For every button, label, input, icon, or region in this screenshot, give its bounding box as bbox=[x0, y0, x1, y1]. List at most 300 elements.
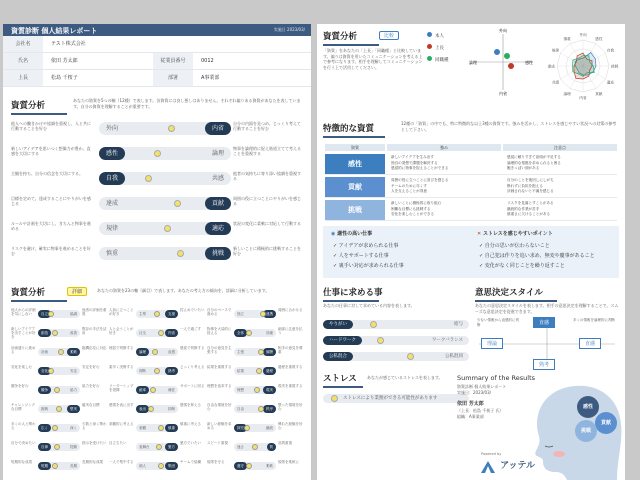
detail-left-desc: 楽観的に考える bbox=[109, 422, 134, 426]
detail-left-desc: 自分のペースで進める bbox=[207, 308, 232, 316]
section-title-decision: 意思決定スタイル bbox=[475, 288, 543, 298]
detail-cell bbox=[109, 439, 206, 455]
detail-pill bbox=[136, 405, 178, 413]
summary-name: 依田 芳太郎 bbox=[457, 401, 484, 407]
detail-left-label: 広く bbox=[38, 424, 51, 432]
work-bar bbox=[323, 352, 469, 361]
detail-marker bbox=[52, 463, 58, 469]
head-tag-1: 感性 bbox=[577, 396, 599, 418]
summary-title: Summary of the Results bbox=[457, 374, 536, 382]
emp-label: 従業員番号 bbox=[153, 53, 193, 69]
trait-strengths bbox=[391, 155, 501, 173]
strength-item: 人を支えることが得意 bbox=[391, 189, 427, 193]
detail-left-desc: 自由な環境を好む bbox=[207, 403, 232, 411]
stress-meter bbox=[323, 394, 469, 403]
detail-row bbox=[11, 420, 303, 436]
detail-marker bbox=[48, 311, 54, 317]
detail-right-desc: 現実を重視する bbox=[278, 384, 303, 388]
work-marker bbox=[407, 353, 414, 360]
detail-right-desc: 他者の評価を重視 bbox=[82, 308, 107, 316]
radar-label: 貢献 bbox=[595, 91, 603, 96]
legend-item bbox=[427, 44, 444, 51]
detail-pill bbox=[136, 310, 178, 318]
info-row-company bbox=[3, 36, 311, 53]
axis-right-label: 貢献 bbox=[205, 197, 231, 210]
decision-box-left: 理論 bbox=[481, 338, 503, 349]
cross-icon: ✕ bbox=[477, 231, 482, 237]
detail-right-label: 協力 bbox=[70, 388, 77, 392]
detail-left-label: 統率 bbox=[136, 386, 149, 394]
quad-top-label: 外向 bbox=[499, 28, 507, 33]
detail-right-label: 柔軟 bbox=[67, 348, 80, 356]
axis-left-desc: 目標を定めて、達成することにやりがいを感じる bbox=[11, 196, 91, 206]
axis-right-label: 内省 bbox=[205, 122, 231, 135]
detail-left-desc: 競争を好む bbox=[11, 384, 29, 388]
report-title: 資質診断 個人結果レポート bbox=[11, 27, 98, 35]
work-description: あなたの仕事に対して求めている内容を表します。 bbox=[323, 303, 415, 308]
detail-pill bbox=[234, 329, 276, 337]
detail-right-label: 直感 bbox=[168, 350, 175, 354]
trait-name: 感性 bbox=[325, 154, 385, 174]
detail-marker bbox=[58, 349, 64, 355]
legend-item bbox=[427, 32, 444, 39]
detail-cell bbox=[207, 306, 304, 322]
detail-pill bbox=[136, 462, 178, 470]
detail-left-label: 独立 bbox=[237, 312, 244, 316]
radar-label: 達成 bbox=[547, 64, 555, 69]
detail-marker bbox=[150, 387, 156, 393]
quadrant-chart bbox=[467, 28, 539, 96]
detail-left-desc: チャレンジングな目標 bbox=[11, 403, 36, 411]
axis-left-desc: 主観を持ち、自分の信念を大切にする。 bbox=[11, 171, 83, 176]
detail-left-label: 即断 bbox=[139, 369, 146, 373]
work-left-label: 公私混合 bbox=[323, 352, 353, 361]
brand-logo bbox=[481, 458, 535, 477]
detail-marker bbox=[158, 425, 164, 431]
work-bar bbox=[323, 320, 469, 329]
detail-right-desc: 既存の手法を活用 bbox=[82, 327, 107, 335]
strength-item: 困難な目標にも挑戦する bbox=[391, 206, 431, 211]
detail-right-desc: 相手の意見を尊重 bbox=[278, 346, 303, 354]
strength-item: チームのために尽くす bbox=[391, 183, 427, 188]
name-label: 氏名 bbox=[3, 53, 43, 69]
detail-right-label: 深く bbox=[70, 426, 77, 430]
trait-cautions bbox=[507, 201, 617, 219]
detail-left-label: 表舞台 bbox=[139, 445, 150, 449]
detail-pill bbox=[38, 310, 80, 318]
detail-right-label: 熟考 bbox=[165, 367, 178, 375]
caution-item: 飽きっぽい面がある bbox=[507, 166, 540, 170]
radar-label: 内省 bbox=[579, 96, 587, 101]
detail-pill bbox=[234, 424, 276, 432]
detail-left-desc: 他人からの評価を気にしない bbox=[11, 308, 36, 316]
detail-cell bbox=[207, 458, 304, 474]
decision-box-right: 直感 bbox=[579, 338, 601, 349]
detail-left-desc: 新しい経験を求める bbox=[207, 422, 232, 430]
trait-strengths bbox=[391, 201, 501, 219]
brand-name: アッテル bbox=[500, 461, 536, 471]
trait-table-header bbox=[325, 144, 617, 151]
detail-left-desc: 自分の意見を主張する bbox=[207, 346, 232, 354]
head-tag-3: 挑戦 bbox=[575, 420, 597, 442]
detail-marker bbox=[56, 406, 62, 412]
detail-pill bbox=[234, 462, 276, 470]
detail-right-label: 詳細 bbox=[266, 331, 273, 335]
axis-left-desc: 新しいアイデアを思いつく想像力が豊か。直感を大切にする bbox=[11, 146, 91, 156]
detail-marker bbox=[154, 311, 160, 317]
detail-cell bbox=[11, 325, 108, 341]
strength-item: 新しいアイデアを生み出す bbox=[391, 155, 434, 159]
trait-name: 挑戦 bbox=[325, 200, 385, 220]
detail-left-label: 探究 bbox=[234, 424, 247, 432]
axis-right-label: 挑戦 bbox=[205, 247, 231, 260]
detail-pill bbox=[136, 348, 178, 356]
detail-pill bbox=[136, 424, 178, 432]
detail-marker bbox=[246, 463, 252, 469]
legend-icon bbox=[427, 44, 432, 49]
detail-left-label: 主張 bbox=[237, 350, 244, 354]
detail-row bbox=[11, 306, 303, 322]
axis-pill bbox=[99, 147, 231, 160]
detail-right-desc: 控えめでいたい bbox=[180, 308, 205, 312]
detail-left-label: 自立 bbox=[38, 310, 51, 318]
detail-right-desc: 感覚で判断する bbox=[180, 346, 205, 350]
detail-right-desc: 整った環境を好む bbox=[278, 403, 303, 411]
trait-row bbox=[325, 199, 617, 221]
detail-left-desc: 短期的な成果 bbox=[11, 460, 32, 464]
trait-row bbox=[325, 176, 617, 198]
axis-pill bbox=[99, 122, 231, 135]
axis-pill bbox=[99, 197, 231, 210]
quad-bottom-label: 内省 bbox=[499, 91, 507, 96]
col-caution: 注意点 bbox=[503, 144, 617, 151]
detail-left-desc: 理屈で判断する bbox=[109, 346, 134, 350]
detail-marker bbox=[256, 368, 262, 374]
stress-point-title: ✕ ストレスを感じやすいポイント bbox=[477, 231, 553, 237]
detail-right-label: 傾聴 bbox=[263, 348, 276, 356]
detail-right-label: 裏方 bbox=[165, 443, 178, 451]
detail-left-label: 論理 bbox=[136, 348, 149, 356]
axis-right-desc: 状況の変化に柔軟に対応して行動する bbox=[233, 221, 301, 226]
detail-left-desc: 結果を重視する bbox=[207, 365, 232, 369]
good-job-item: ✓ 人をサポートする仕事 bbox=[333, 253, 389, 259]
detail-right-label: 補佐 bbox=[168, 388, 175, 392]
legend-icon bbox=[427, 56, 432, 61]
axis-row bbox=[11, 220, 303, 238]
detail-marker bbox=[156, 444, 162, 450]
detail-pill bbox=[234, 310, 276, 318]
powered-by: Powered by bbox=[481, 452, 502, 456]
axis-marker bbox=[174, 200, 181, 207]
detail-right-label: 協調 bbox=[70, 312, 77, 316]
detail-marker bbox=[148, 406, 154, 412]
detail-marker bbox=[246, 330, 252, 336]
characteristic-description: 12種の「資質」の中でも、特に特徴的な以上3種の資質です。強みを活かし、ストレスを感じやすい状況への対策の参考として下さい。 bbox=[401, 121, 617, 132]
detail-row bbox=[11, 439, 303, 455]
detail-marker bbox=[158, 463, 164, 469]
good-job-text: 裏手い対応が求められる仕事 bbox=[338, 263, 404, 269]
detail-right-desc: 少数と深く関わる bbox=[82, 422, 107, 430]
detail-cell bbox=[109, 420, 206, 436]
detail-right-desc: 確実な目標 bbox=[82, 403, 100, 407]
detail-cell bbox=[11, 344, 108, 360]
section-underline bbox=[323, 386, 363, 388]
detail-left-desc: 新しいアイデアを出すことが好き bbox=[11, 327, 36, 339]
work-right-label: 公私混同 bbox=[445, 354, 463, 359]
caution-item: 評価されないと不満を感じる bbox=[507, 189, 554, 193]
axis-left-desc: 他人への働きかけや協調を重視し、人と共に行動することを好む bbox=[11, 121, 91, 131]
dept-value: A事業部 bbox=[201, 75, 220, 81]
axis-left-label: 外向 bbox=[106, 125, 119, 132]
detail-right-label: 従順 bbox=[70, 445, 77, 449]
legend-icon bbox=[427, 32, 432, 37]
detail-marker bbox=[158, 330, 164, 336]
detail-pill bbox=[38, 367, 80, 375]
detail-right-label: 秩序 bbox=[263, 405, 276, 413]
caution-item: 慎重さに欠けることがある bbox=[507, 212, 551, 216]
detail-right-desc: 感情を抑える bbox=[180, 403, 201, 407]
detail-right-desc: 臨機応変に対応 bbox=[82, 346, 107, 350]
decision-box-top: 直感 bbox=[533, 317, 555, 328]
legend-label: 同職種 bbox=[435, 58, 449, 63]
detail-left-desc: スピード重視 bbox=[207, 441, 228, 445]
radar-label: 慎重 bbox=[563, 37, 571, 42]
section-underline bbox=[11, 113, 67, 115]
brand-logo-icon bbox=[481, 461, 495, 473]
legend-label: 本人 bbox=[435, 34, 444, 39]
detail-left-label: 主導 bbox=[139, 312, 146, 316]
detail-left-desc: 感情を表に出す bbox=[109, 403, 134, 407]
work-left-label: ハードワーク bbox=[323, 336, 362, 345]
good-job-item: ✓ 裏手い対応が求められる仕事 bbox=[333, 263, 404, 269]
legend-item bbox=[427, 56, 449, 63]
info-row-boss bbox=[3, 70, 311, 87]
detail-cell bbox=[109, 344, 206, 360]
detail-right-label: 連携 bbox=[263, 310, 276, 318]
detail-right-label: 堅実 bbox=[67, 405, 80, 413]
detail-row bbox=[11, 344, 303, 360]
detail-pill bbox=[38, 329, 80, 337]
detail-cell bbox=[109, 363, 206, 379]
detail-cell bbox=[207, 344, 304, 360]
caution-item: 感覚に頼りすぎて説明が不足する bbox=[507, 155, 561, 159]
detail-right-desc: 慣れた経験を好む bbox=[278, 422, 303, 430]
radar-label: 外向 bbox=[579, 32, 587, 37]
detail-right-desc: 品質重視 bbox=[278, 441, 292, 445]
detail-pill bbox=[136, 443, 178, 451]
axis-pill bbox=[99, 247, 231, 260]
detail-left-label: 計画 bbox=[41, 350, 48, 354]
stress-point-text: 自分の思いが伝わらないこと bbox=[484, 243, 550, 249]
detail-pill bbox=[38, 348, 80, 356]
detail-pill bbox=[38, 443, 80, 451]
detail-cell bbox=[207, 363, 304, 379]
dept-label: 部署 bbox=[153, 70, 193, 86]
detail-cell bbox=[11, 439, 108, 455]
report-page-1 bbox=[3, 24, 311, 480]
detail-cell bbox=[207, 439, 304, 455]
detail-right-label: 安定 bbox=[70, 369, 77, 373]
axis-pill bbox=[99, 172, 231, 185]
summary-subtitle: 資質診断 個人結果レポート 実施日：2023/03/ bbox=[457, 384, 507, 395]
detail-left-desc: 計画通りに進める bbox=[11, 346, 36, 354]
detail-right-label: 現実 bbox=[263, 386, 276, 394]
stress-point-item: ✓ 自己犯は作りを追い求め、無変や慶事があること bbox=[479, 253, 595, 259]
axis-row bbox=[11, 170, 303, 188]
detail-right-label: 改善 bbox=[70, 331, 77, 335]
section-underline bbox=[11, 300, 67, 302]
company-value: テスト株式会社 bbox=[51, 41, 86, 47]
detail-row bbox=[11, 382, 303, 398]
axis-right-desc: 他者の気持ちに寄り添い協調を重視する bbox=[233, 171, 301, 181]
axis-left-label: 規律 bbox=[106, 225, 119, 232]
work-marker bbox=[370, 321, 377, 328]
axis-left-label: 自我 bbox=[99, 172, 125, 185]
detail-pill bbox=[234, 386, 276, 394]
report-header-bar bbox=[3, 24, 311, 36]
axis-marker bbox=[164, 225, 171, 232]
detail-right-desc: 協力を好む bbox=[82, 384, 100, 388]
detail-pill bbox=[234, 348, 276, 356]
axis-right-desc: 周囲の役に立つことにやりがいを感じる bbox=[233, 196, 301, 206]
detail-right-desc: 規則を柔軟に bbox=[278, 460, 299, 464]
detail-marker bbox=[54, 387, 60, 393]
detail-left-label: 全体 bbox=[234, 329, 247, 337]
detail-pill bbox=[234, 405, 276, 413]
info-row-name bbox=[3, 53, 311, 70]
detail-left-desc: 多くの人と関わる bbox=[11, 422, 36, 430]
detail-right-label: 長期 bbox=[70, 464, 77, 468]
work-bar bbox=[323, 336, 469, 345]
trait-strengths bbox=[391, 178, 501, 196]
detail-left-label: 社交 bbox=[139, 331, 146, 335]
detail-marker bbox=[152, 349, 158, 355]
caution-item: 継続的な作業が苦手 bbox=[507, 206, 540, 211]
detail-right-label: 抑制 bbox=[168, 407, 175, 411]
detail-left-desc: 自分で決めたい bbox=[11, 441, 36, 445]
axis-right-desc: 自分の内面を見つめ、じっくり考えて行動することを好む bbox=[233, 121, 301, 131]
detail-left-label: 楽観 bbox=[139, 426, 146, 430]
axis-left-label: 慎重 bbox=[106, 250, 119, 257]
work-right-label: 給与 bbox=[454, 322, 463, 327]
quad-right-label: 感性 bbox=[525, 60, 533, 65]
axis-row bbox=[11, 120, 303, 138]
company-label: 会社名 bbox=[3, 36, 43, 52]
detail-left-desc: 一人で集中する bbox=[109, 460, 134, 464]
section-underline bbox=[323, 136, 385, 138]
detail-cell bbox=[109, 458, 206, 474]
section-description: あなたの資質を5つの軸（12種）で表します。各資質には良し悪しはありません。それぞれ偏りある資質があなたを表しています。自分の資質を理解することが重要です。 bbox=[73, 98, 301, 109]
detail-left-label: 速さ bbox=[237, 445, 244, 449]
detail-right-label: 継続 bbox=[266, 426, 273, 430]
axis-marker bbox=[177, 250, 184, 257]
detail-cell bbox=[11, 420, 108, 436]
detail-marker bbox=[254, 387, 260, 393]
section-underline bbox=[323, 300, 379, 302]
strength-item: 周囲の役に立つことに喜びを感じる bbox=[391, 178, 449, 182]
detail-cell bbox=[207, 382, 304, 398]
detail-marker bbox=[54, 444, 60, 450]
decision-left-desc: 少ない情報から直感的に判断 bbox=[477, 318, 519, 327]
detail-cell bbox=[109, 401, 206, 417]
axis-left-label: 感性 bbox=[99, 147, 125, 160]
radar-label: 感性 bbox=[595, 37, 603, 42]
trait-row bbox=[325, 153, 617, 175]
detail-row bbox=[11, 325, 303, 341]
radar-label: 規律 bbox=[551, 48, 560, 53]
radar-label: 適応 bbox=[606, 80, 615, 85]
detail-cell bbox=[11, 458, 108, 474]
section-title-compare: 資質分析 bbox=[323, 32, 358, 42]
detail-right-desc: 周囲に合わせる bbox=[278, 308, 303, 312]
emp-value: 0012 bbox=[201, 58, 214, 64]
detail-right-desc: 一人で過ごす bbox=[180, 327, 201, 331]
work-right-label: ワークバランス bbox=[431, 338, 463, 343]
section-title-characteristic: 特徴的な資質 bbox=[323, 124, 375, 134]
quad-left-label: 論理 bbox=[469, 60, 477, 65]
head-tag-2: 貢献 bbox=[595, 412, 617, 434]
detail-right-label: 柔軟 bbox=[266, 464, 273, 468]
decision-right-desc: 多くの情報を論理的に判断 bbox=[573, 318, 615, 322]
radar-label: 自我 bbox=[606, 48, 615, 53]
detail-right-desc: じっくり考える bbox=[180, 365, 205, 369]
detail-left-desc: 理想を追求する bbox=[207, 384, 232, 388]
section-title-detail: 資質分析 bbox=[11, 288, 46, 298]
boss-label: 上長 bbox=[3, 70, 43, 86]
compare-description: 「資質」をあなたの「上長」「同職種」と比較しています。偏りは資質を用いたコミュニケーションを考える上で参考になります。相手を理解してコミュニケーションを行う上で活用してください。 bbox=[323, 48, 423, 70]
detail-right-label: 支援 bbox=[165, 310, 178, 318]
detail-cell bbox=[207, 401, 304, 417]
detail-cell bbox=[109, 382, 206, 398]
detail-marker bbox=[52, 425, 58, 431]
section-title-stress: ストレス bbox=[323, 374, 357, 384]
strength-item: 感覚的に物事を捉えることができる bbox=[391, 166, 449, 170]
detail-right-desc: 裏方でいたい bbox=[180, 441, 201, 445]
detail-pill bbox=[38, 424, 80, 432]
legend-label: 上長 bbox=[435, 46, 444, 51]
detail-cell bbox=[109, 325, 206, 341]
report-page-2 bbox=[317, 24, 625, 480]
trait-cautions bbox=[507, 178, 617, 196]
detail-left-label: 変化 bbox=[38, 367, 51, 375]
detail-cell bbox=[109, 306, 206, 322]
stress-text: ストレスにより業務ができる可能性があります bbox=[343, 396, 438, 401]
detail-left-desc: 規則を守る bbox=[207, 460, 225, 464]
detail-left-label: 遵守 bbox=[234, 462, 247, 470]
detail-right-label: 過程 bbox=[263, 367, 276, 375]
detail-left-desc: 物事を大局的に捉える bbox=[207, 327, 232, 335]
detail-left-label: 挑戦 bbox=[41, 407, 48, 411]
stress-point-text: 自己犯は作りを追い求め、無変や慶事があること bbox=[484, 253, 595, 259]
detail-right-desc: 安定を好む bbox=[82, 365, 100, 369]
detail-pill bbox=[38, 405, 80, 413]
axis-right-label: 共感 bbox=[211, 175, 224, 182]
section-title-aptitude: 資質分析 bbox=[11, 101, 46, 111]
detail-pill bbox=[234, 367, 276, 375]
detail-right-label: 集団 bbox=[165, 462, 178, 470]
strength-item: 独自の発想で課題を解決する bbox=[391, 160, 438, 165]
detail-right-desc: 長期的な成果 bbox=[82, 460, 103, 464]
detail-left-label: 理想 bbox=[237, 388, 244, 392]
strength-item: 新しいことに積極的に取り組む bbox=[391, 201, 442, 205]
detail-right-desc: 細部に注意を払う bbox=[278, 327, 303, 335]
strength-item: 変化を楽しむことができる bbox=[391, 212, 435, 216]
caution-item: リスクを見落とすことがある bbox=[507, 201, 554, 205]
caution-item: 自分のことを後回しにしがち bbox=[507, 178, 554, 182]
detail-left-desc: 素早く決断する bbox=[109, 365, 134, 369]
detail-marker bbox=[48, 368, 54, 374]
good-job-text: アイデアが求められる仕事 bbox=[338, 243, 399, 249]
